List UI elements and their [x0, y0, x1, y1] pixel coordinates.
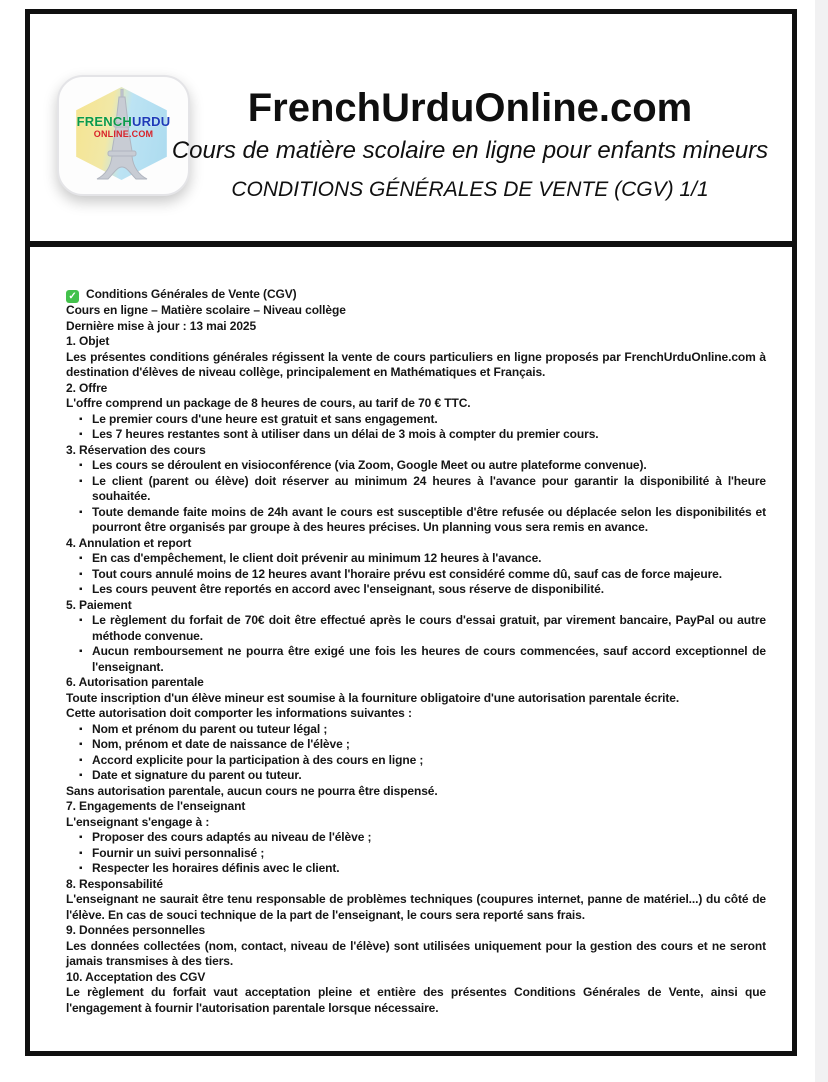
doc-title-text: Conditions Générales de Vente (CGV) [86, 287, 297, 301]
bullet-item [66, 474, 766, 505]
bullet-item [66, 768, 766, 784]
bullet-icon: ▪ [79, 413, 83, 425]
page-edge-strip [815, 0, 828, 1082]
bullet-text: Proposer des cours adaptés au niveau de l'élève ; [92, 830, 372, 844]
bullet-text: Les cours se déroulent en visioconférence (via Zoom, Google Meet ou autre plateforme convenue). [92, 458, 647, 472]
paragraph: L'enseignant s'engage à : [66, 814, 210, 829]
bullet-icon: ▪ [79, 553, 83, 564]
bullet-icon: ▪ [79, 615, 83, 626]
paragraph: L'offre comprend un package de 8 heures de cours, au tarif de 70 € TTC. [66, 396, 471, 410]
logo-domain: ONLINE.COM [93, 129, 154, 139]
bullet-icon: ▪ [79, 460, 83, 471]
document-heading: CONDITIONS GÉNÉRALES DE VENTE (CGV) 1/1 [231, 178, 709, 201]
section-heading: 5. Paiement [66, 597, 132, 612]
bullet-item [66, 412, 766, 428]
section-heading: 2. Offre [66, 380, 108, 395]
bullet-item [66, 753, 766, 769]
section-heading: 1. Objet [66, 334, 110, 348]
bullet-text: Nom et prénom du parent ou tuteur légal ; [92, 721, 328, 736]
bullet-text: Nom, prénom et date de naissance de l'élève ; [92, 737, 350, 751]
paragraph: Les présentes conditions générales régissent la vente de cours particuliers en ligne proposés par FrenchUrduOnline.com à destination d'élèves de niveau collège, principalement en Mathématiques et Français. [66, 349, 766, 379]
logo-word-urdu: URDU [132, 114, 171, 129]
bullet-item [66, 427, 766, 443]
bullet-item [66, 582, 766, 598]
paragraph: Le règlement du forfait vaut acceptation pleine et entière des présentes Conditions Générales de Vente, ainsi que l'engagement à fournir l'autorisation parentale lorsque nécessaire. [66, 985, 766, 1015]
paragraph: Cours en ligne – Matière scolaire – Niveau collège [66, 303, 346, 317]
bullet-item [66, 567, 766, 583]
bullet-text: Le client (parent ou élève) doit réserver au minimum 24 heures à l'avance pour garantir la disponibilité à l'heure souhaitée. [92, 473, 766, 503]
bullet-icon: ▪ [79, 568, 83, 580]
bullet-icon: ▪ [79, 429, 83, 440]
bullet-icon: ▪ [79, 723, 83, 735]
header-divider [25, 241, 797, 247]
bullet-icon: ▪ [79, 863, 83, 874]
paragraph: Les données collectées (nom, contact, niveau de l'élève) sont utilisées uniquement pour la gestion des cours et ne seront jamais transmises à des tiers. [66, 938, 766, 968]
document-body [66, 287, 766, 1016]
bullet-text: Aucun remboursement ne pourra être exigé une fois les heures de cours commencées, sauf accord exceptionnel de l'enseignant. [92, 644, 766, 674]
bullet-item [66, 737, 766, 753]
bullet-item [66, 613, 766, 644]
bullet-text: Fournir un suivi personnalisé ; [92, 845, 265, 860]
check-icon: ✓ [66, 290, 79, 303]
bullet-item [66, 846, 766, 862]
bullet-icon: ▪ [79, 847, 83, 859]
paragraph: Cette autorisation doit comporter les informations suivantes : [66, 706, 412, 720]
section-heading: 4. Annulation et report [66, 535, 192, 550]
paragraph: Dernière mise à jour : 13 mai 2025 [66, 318, 257, 333]
bullet-item [66, 644, 766, 675]
bullet-icon: ▪ [79, 646, 83, 657]
doc-title-line [66, 287, 766, 303]
paragraph: Toute inscription d'un élève mineur est soumise à la fourniture obligatoire d'une autorisation parentale écrite. [66, 690, 680, 705]
bullet-text: Le règlement du forfait de 70€ doit être effectué après le cours d'essai gratuit, par virement bancaire, PayPal ou autre méthode convenue. [92, 613, 766, 643]
site-title: FrenchUrduOnline.com [247, 86, 693, 130]
section-heading: 8. Responsabilité [66, 876, 163, 891]
site-subtitle: Cours de matière scolaire en ligne pour enfants mineurs [171, 137, 769, 164]
bullet-text: Accord explicite pour la participation à des cours en ligne ; [92, 752, 424, 767]
bullet-text: Le premier cours d'une heure est gratuit et sans engagement. [92, 411, 438, 426]
section-heading: 9. Données personnelles [66, 923, 206, 937]
bullet-text: Toute demande faite moins de 24h avant le cours est susceptible d'être refusée ou déplacée selon les disponibilités et pourront être organisés par groupe à des heures précises. Un planning vous sera remis en avance. [92, 504, 766, 534]
bullet-icon: ▪ [79, 475, 83, 487]
logo-word-french: FRENCH [76, 114, 132, 129]
section-heading: 6. Autorisation parentale [66, 675, 204, 689]
bullet-icon: ▪ [79, 506, 83, 518]
bullet-item [66, 830, 766, 846]
paragraph: L'enseignant ne saurait être tenu responsable de problèmes techniques (coupures internet, panne de matériel...) du côté de l'élève. En cas de souci technique de la part de l'enseignant, le cours sera reporté sans frais. [66, 892, 766, 922]
bullet-item [66, 861, 766, 877]
bullet-text: Tout cours annulé moins de 12 heures avant l'horaire prévu est considéré comme dû, sauf cas de force majeure. [92, 566, 722, 581]
bullet-text: Date et signature du parent ou tuteur. [92, 768, 302, 782]
section-heading: 3. Réservation des cours [66, 442, 206, 457]
bullet-icon: ▪ [79, 584, 83, 595]
bullet-text: En cas d'empêchement, le client doit prévenir au minimum 12 heures à l'avance. [92, 551, 542, 565]
header [140, 86, 800, 203]
bullet-icon: ▪ [79, 739, 83, 750]
bullet-icon: ▪ [79, 754, 83, 766]
bullet-text: Les cours peuvent être reportés en accord avec l'enseignant, sous réserve de disponibilité. [92, 582, 604, 596]
bullet-icon: ▪ [79, 770, 83, 781]
section-heading: 10. Acceptation des CGV [66, 969, 206, 984]
bullet-text: Les 7 heures restantes sont à utiliser dans un délai de 3 mois à compter du premier cours. [92, 427, 599, 441]
bullet-item [66, 458, 766, 474]
paragraph: Sans autorisation parentale, aucun cours ne pourra être dispensé. [66, 783, 438, 798]
bullet-item [66, 722, 766, 738]
bullet-icon: ▪ [79, 832, 83, 843]
bullet-item [66, 551, 766, 567]
bullet-item [66, 505, 766, 536]
section-heading: 7. Engagements de l'enseignant [66, 799, 246, 813]
bullet-text: Respecter les horaires définis avec le client. [92, 861, 340, 875]
